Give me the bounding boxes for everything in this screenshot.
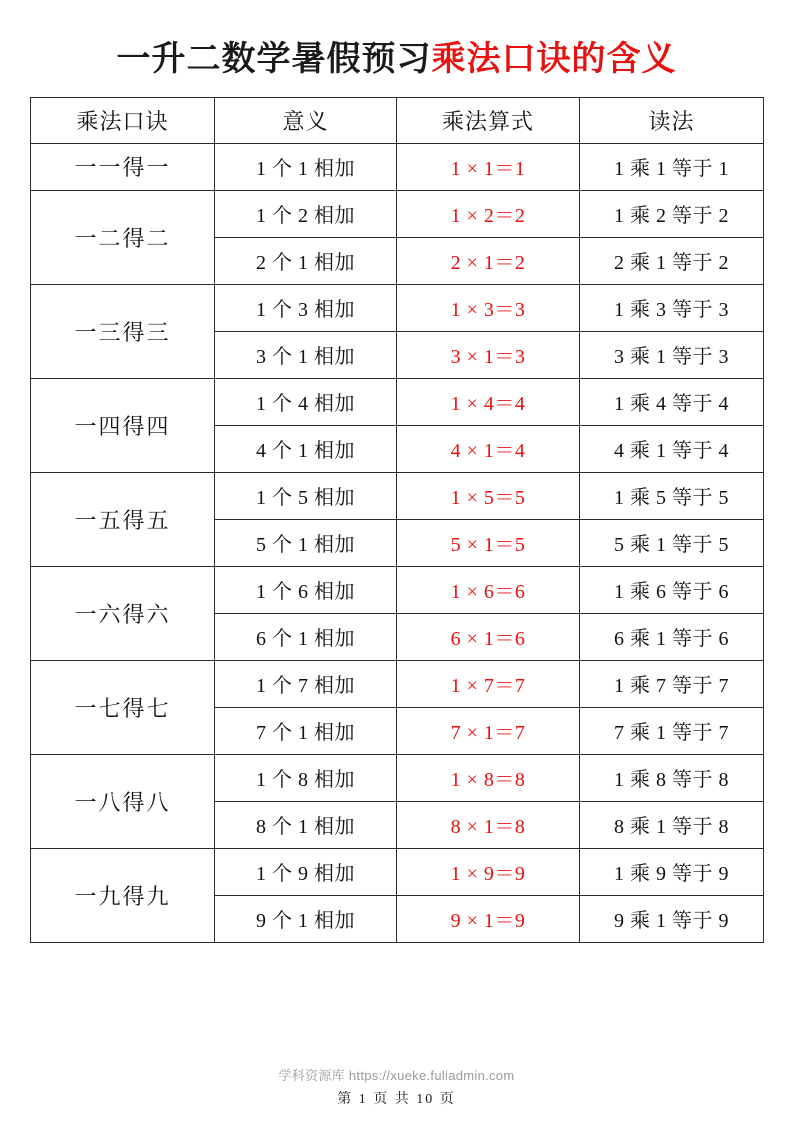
cell-rhyme: 一二得二 xyxy=(31,190,215,284)
cell-reading: 8 乘 1 等于 8 xyxy=(580,801,764,848)
page-title xyxy=(30,40,763,81)
cell-reading: 1 乘 6 等于 6 xyxy=(580,566,764,613)
cell-rhyme: 一九得九 xyxy=(31,848,215,942)
table-header xyxy=(31,97,764,143)
cell-meaning: 1 个 2 相加 xyxy=(215,190,397,237)
column-header-rhyme: 乘法口诀 xyxy=(31,97,215,143)
page-footer: 第 1 页 共 10 页 xyxy=(337,1092,456,1107)
cell-reading: 1 乘 9 等于 9 xyxy=(580,848,764,895)
cell-formula: 1 × 4＝4 xyxy=(397,378,580,425)
cell-rhyme: 一一得一 xyxy=(31,143,215,190)
cell-meaning: 4 个 1 相加 xyxy=(215,425,397,472)
cell-meaning: 2 个 1 相加 xyxy=(215,237,397,284)
column-header-formula: 乘法算式 xyxy=(397,97,580,143)
cell-meaning: 7 个 1 相加 xyxy=(215,707,397,754)
table-row xyxy=(31,754,764,801)
cell-formula: 2 × 1＝2 xyxy=(397,237,580,284)
cell-meaning: 1 个 4 相加 xyxy=(215,378,397,425)
cell-rhyme: 一六得六 xyxy=(31,566,215,660)
cell-formula: 1 × 7＝7 xyxy=(397,660,580,707)
cell-reading: 5 乘 1 等于 5 xyxy=(580,519,764,566)
cell-meaning: 1 个 6 相加 xyxy=(215,566,397,613)
cell-rhyme: 一三得三 xyxy=(31,284,215,378)
cell-reading: 7 乘 1 等于 7 xyxy=(580,707,764,754)
cell-meaning: 1 个 3 相加 xyxy=(215,284,397,331)
cell-meaning: 3 个 1 相加 xyxy=(215,331,397,378)
cell-reading: 1 乘 5 等于 5 xyxy=(580,472,764,519)
multiplication-table xyxy=(30,97,764,943)
cell-formula: 9 × 1＝9 xyxy=(397,895,580,942)
cell-formula: 1 × 5＝5 xyxy=(397,472,580,519)
cell-reading: 1 乘 4 等于 4 xyxy=(580,378,764,425)
cell-formula: 1 × 9＝9 xyxy=(397,848,580,895)
table-body xyxy=(31,143,764,942)
cell-reading: 1 乘 2 等于 2 xyxy=(580,190,764,237)
cell-reading: 3 乘 1 等于 3 xyxy=(580,331,764,378)
cell-meaning: 9 个 1 相加 xyxy=(215,895,397,942)
page-title-black: 一升二数学暑假预习 xyxy=(116,41,432,78)
cell-formula: 1 × 8＝8 xyxy=(397,754,580,801)
cell-formula: 1 × 1＝1 xyxy=(397,143,580,190)
column-header-reading: 读法 xyxy=(580,97,764,143)
cell-formula: 7 × 1＝7 xyxy=(397,707,580,754)
cell-formula: 1 × 3＝3 xyxy=(397,284,580,331)
cell-reading: 1 乘 8 等于 8 xyxy=(580,754,764,801)
table-row xyxy=(31,143,764,190)
table-row xyxy=(31,284,764,331)
cell-formula: 5 × 1＝5 xyxy=(397,519,580,566)
cell-reading: 1 乘 7 等于 7 xyxy=(580,660,764,707)
cell-rhyme: 一四得四 xyxy=(31,378,215,472)
cell-formula: 8 × 1＝8 xyxy=(397,801,580,848)
cell-formula: 3 × 1＝3 xyxy=(397,331,580,378)
table-row xyxy=(31,660,764,707)
page-title-red: 乘法口诀的含义 xyxy=(431,41,677,78)
table-row xyxy=(31,472,764,519)
cell-rhyme: 一五得五 xyxy=(31,472,215,566)
table-row xyxy=(31,378,764,425)
cell-reading: 1 乘 1 等于 1 xyxy=(580,143,764,190)
column-header-meaning: 意义 xyxy=(215,97,397,143)
cell-meaning: 1 个 1 相加 xyxy=(215,143,397,190)
table-header-row xyxy=(31,97,764,143)
cell-rhyme: 一七得七 xyxy=(31,660,215,754)
cell-reading: 6 乘 1 等于 6 xyxy=(580,613,764,660)
cell-reading: 9 乘 1 等于 9 xyxy=(580,895,764,942)
cell-reading: 4 乘 1 等于 4 xyxy=(580,425,764,472)
cell-formula: 1 × 6＝6 xyxy=(397,566,580,613)
watermark: 学科资源库 https://xueke.fuliadmin.com xyxy=(278,1068,515,1083)
cell-meaning: 6 个 1 相加 xyxy=(215,613,397,660)
table-row xyxy=(31,566,764,613)
cell-meaning: 1 个 7 相加 xyxy=(215,660,397,707)
cell-formula: 1 × 2＝2 xyxy=(397,190,580,237)
cell-formula: 6 × 1＝6 xyxy=(397,613,580,660)
table-row xyxy=(31,848,764,895)
cell-reading: 1 乘 3 等于 3 xyxy=(580,284,764,331)
cell-meaning: 8 个 1 相加 xyxy=(215,801,397,848)
cell-meaning: 5 个 1 相加 xyxy=(215,519,397,566)
cell-meaning: 1 个 9 相加 xyxy=(215,848,397,895)
cell-reading: 2 乘 1 等于 2 xyxy=(580,237,764,284)
cell-rhyme: 一八得八 xyxy=(31,754,215,848)
table-row xyxy=(31,190,764,237)
cell-formula: 4 × 1＝4 xyxy=(397,425,580,472)
cell-meaning: 1 个 5 相加 xyxy=(215,472,397,519)
cell-meaning: 1 个 8 相加 xyxy=(215,754,397,801)
